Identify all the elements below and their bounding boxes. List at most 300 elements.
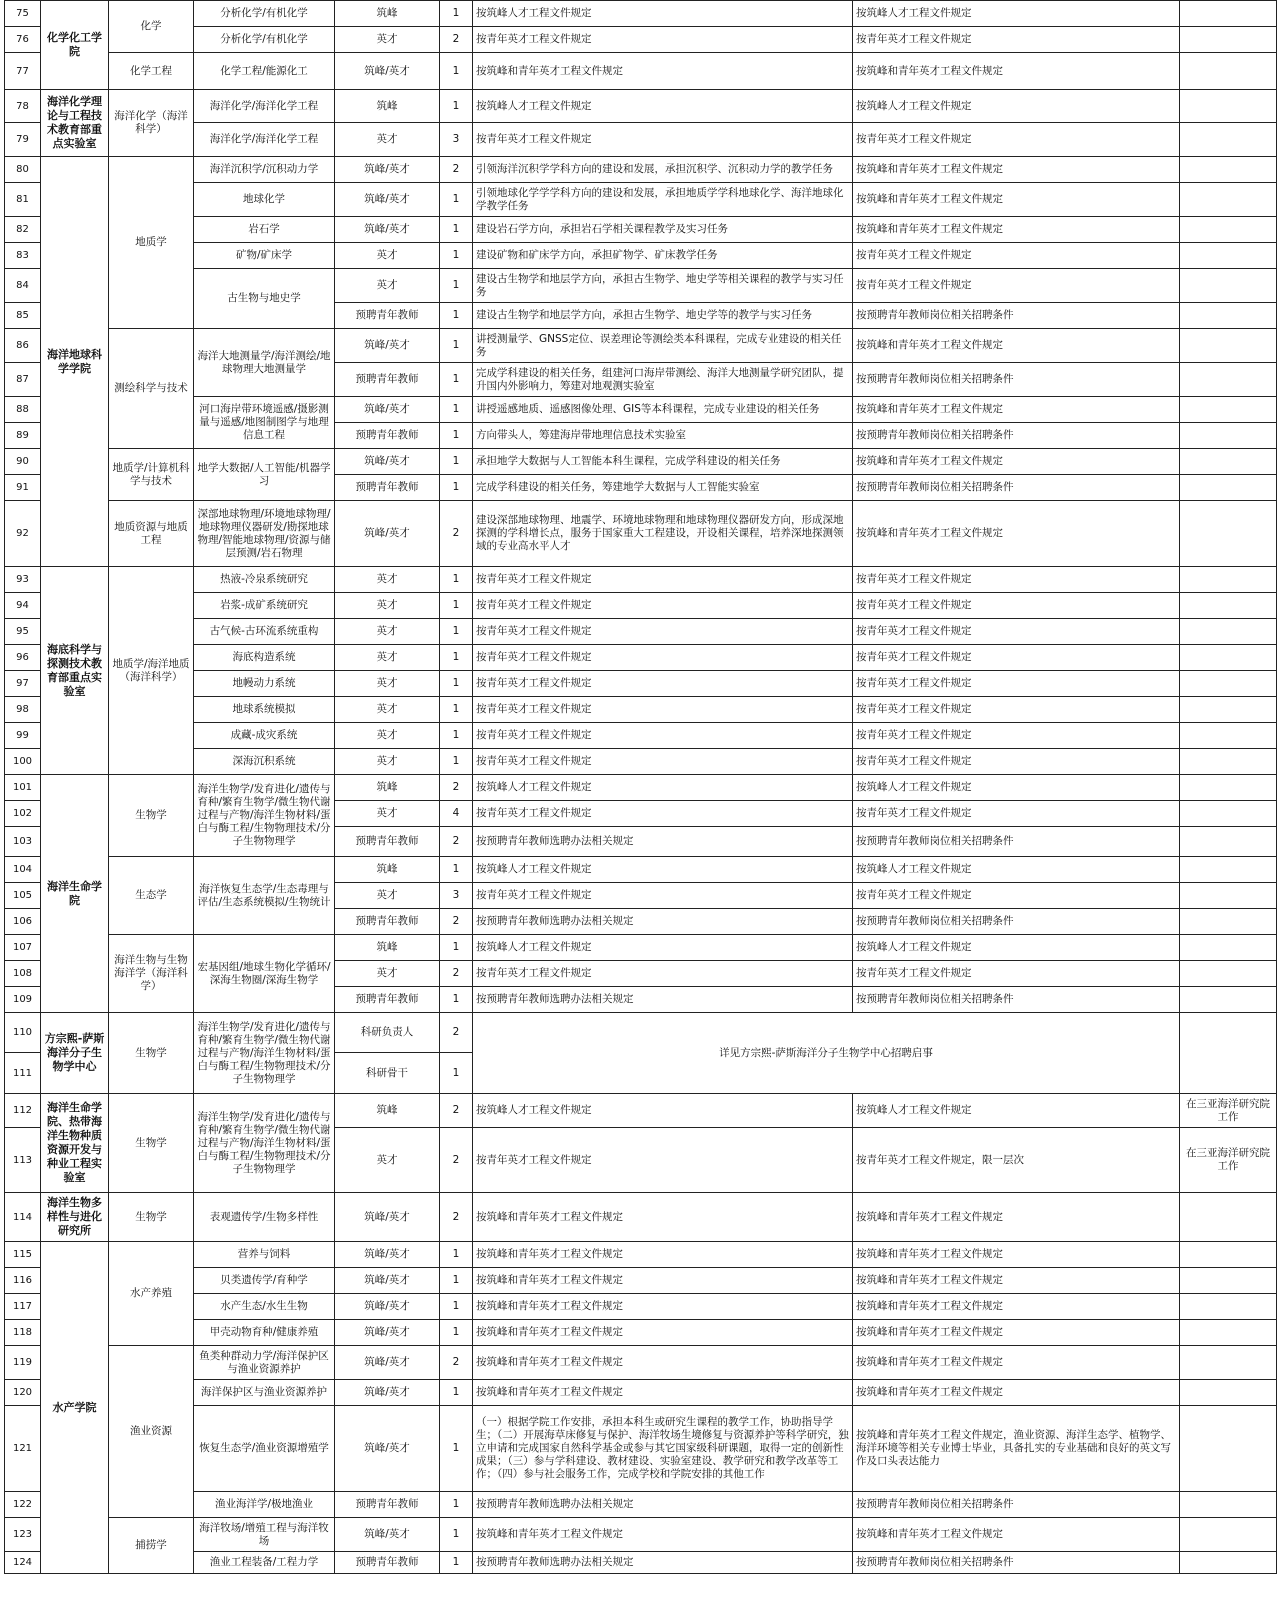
table-row (5, 1013, 1277, 1053)
job-duty: 讲授遥感地质、遥感图像处理、GIS等本科课程，完成专业建设的相关任务 (473, 397, 853, 423)
position-type: 英才 (335, 671, 440, 697)
requirements: 按青年英才工程文件规定 (853, 243, 1180, 269)
subject: 生态学 (109, 857, 194, 935)
job-duty: 按筑峰和青年英才工程文件规定 (473, 1294, 853, 1320)
remark (1180, 1242, 1277, 1268)
headcount: 1 (440, 1552, 473, 1574)
row-number: 122 (5, 1492, 41, 1518)
table-row (5, 501, 1277, 567)
remark: 在三亚海洋研究院工作 (1180, 1128, 1277, 1193)
requirements: 按青年英才工程文件规定，限一层次 (853, 1128, 1180, 1193)
subject: 水产养殖 (109, 1242, 194, 1346)
requirements: 按青年英才工程文件规定 (853, 801, 1180, 827)
row-number: 118 (5, 1320, 41, 1346)
row-number: 93 (5, 567, 41, 593)
research-direction: 深海沉积系统 (194, 749, 335, 775)
job-duty: 按预聘青年教师选聘办法相关规定 (473, 827, 853, 857)
research-direction: 古生物与地史学 (194, 269, 335, 329)
position-type: 筑峰/英才 (335, 1406, 440, 1492)
requirements: 按预聘青年教师岗位相关招聘条件 (853, 423, 1180, 449)
job-duty: 引领地球化学学学科方向的建设和发展，承担地质学学科地球化学、海洋地球化学教学任务 (473, 183, 853, 217)
table-row (5, 1242, 1277, 1268)
requirements: 按青年英才工程文件规定 (853, 961, 1180, 987)
row-number: 110 (5, 1013, 41, 1053)
position-type: 预聘青年教师 (335, 303, 440, 329)
row-number: 121 (5, 1406, 41, 1492)
position-type: 科研负责人 (335, 1013, 440, 1053)
headcount: 1 (440, 363, 473, 397)
row-number: 117 (5, 1294, 41, 1320)
requirements: 按预聘青年教师岗位相关招聘条件 (853, 987, 1180, 1013)
position-type: 筑峰/英才 (335, 183, 440, 217)
job-duty: 按筑峰和青年英才工程文件规定 (473, 1380, 853, 1406)
position-type: 英才 (335, 883, 440, 909)
requirements: 按筑峰和青年英才工程文件规定 (853, 1320, 1180, 1346)
row-number: 98 (5, 697, 41, 723)
position-type: 筑峰/英才 (335, 449, 440, 475)
research-direction: 海洋化学/海洋化学工程 (194, 123, 335, 157)
requirements: 按筑峰和青年英才工程文件规定 (853, 397, 1180, 423)
subject: 渔业资源 (109, 1346, 194, 1518)
requirements: 按青年英才工程文件规定 (853, 697, 1180, 723)
job-duty: 按青年英才工程文件规定 (473, 619, 853, 645)
headcount: 1 (440, 449, 473, 475)
remark (1180, 157, 1277, 183)
requirements: 按筑峰和青年英才工程文件规定 (853, 1242, 1180, 1268)
row-number: 111 (5, 1053, 41, 1094)
position-type: 英才 (335, 749, 440, 775)
row-number: 112 (5, 1094, 41, 1128)
research-direction: 水产生态/水生生物 (194, 1294, 335, 1320)
row-number: 97 (5, 671, 41, 697)
row-number: 95 (5, 619, 41, 645)
subject: 测绘科学与技术 (109, 329, 194, 449)
row-number: 123 (5, 1518, 41, 1552)
job-duty: 按青年英才工程文件规定 (473, 961, 853, 987)
headcount: 1 (440, 1320, 473, 1346)
position-type: 筑峰/英才 (335, 397, 440, 423)
remark (1180, 987, 1277, 1013)
requirements: 按预聘青年教师岗位相关招聘条件 (853, 827, 1180, 857)
position-type: 英才 (335, 1128, 440, 1193)
research-direction: 地学大数据/人工智能/机器学习 (194, 449, 335, 501)
remark (1180, 449, 1277, 475)
table-row (5, 1268, 1277, 1294)
remark (1180, 1552, 1277, 1574)
job-duty: 按青年英才工程文件规定 (473, 801, 853, 827)
table-row (5, 1492, 1277, 1518)
headcount: 1 (440, 397, 473, 423)
headcount: 1 (440, 857, 473, 883)
requirements: 按筑峰和青年英才工程文件规定 (853, 1380, 1180, 1406)
job-duty: 按预聘青年教师选聘办法相关规定 (473, 1552, 853, 1574)
job-duty: 按筑峰人才工程文件规定 (473, 775, 853, 801)
job-duty: 完成学科建设的相关任务，组建河口海岸带测绘、海洋大地测量学研究团队，提升国内外影响力，筹建对地观测实验室 (473, 363, 853, 397)
job-duty: （一）根据学院工作安排，承担本科生或研究生课程的教学工作，协助指导学生；（二）开展海草床修复与保护、海洋牧场生境修复与资源养护等科学研究，独立申请和完成国家自然科学基金或参与其它国家级科研课题，取得一定的创新性成果；（三）参与学科建设、教材建设、实验室建设、教学研究和教学改革等工作；（四）参与社会服务工作，完成学校和学院安排的其他工作 (473, 1406, 853, 1492)
remark (1180, 1346, 1277, 1380)
requirements: 按筑峰和青年英才工程文件规定 (853, 329, 1180, 363)
subject: 地质资源与地质工程 (109, 501, 194, 567)
row-number: 100 (5, 749, 41, 775)
row-number: 102 (5, 801, 41, 827)
position-type: 预聘青年教师 (335, 1492, 440, 1518)
requirements: 按青年英才工程文件规定 (853, 723, 1180, 749)
job-duty: 按筑峰人才工程文件规定 (473, 935, 853, 961)
position-type: 英才 (335, 645, 440, 671)
requirements: 按筑峰和青年英才工程文件规定 (853, 183, 1180, 217)
row-number: 92 (5, 501, 41, 567)
headcount: 1 (440, 645, 473, 671)
headcount: 2 (440, 909, 473, 935)
position-type: 筑峰/英才 (335, 1294, 440, 1320)
remark (1180, 1268, 1277, 1294)
research-direction: 海底构造系统 (194, 645, 335, 671)
table-row (5, 1, 1277, 27)
research-direction: 海洋生物学/发育进化/遗传与育种/繁育生物学/微生物代谢过程与产物/海洋生物材料/蛋白与酶工程/生物物理技术/分子生物物理学 (194, 1013, 335, 1094)
headcount: 1 (440, 1406, 473, 1492)
unit-name: 海洋生命学院 (41, 775, 109, 1013)
remark (1180, 501, 1277, 567)
headcount: 1 (440, 723, 473, 749)
research-direction: 鱼类种群动力学/海洋保护区与渔业资源养护 (194, 1346, 335, 1380)
row-number: 81 (5, 183, 41, 217)
research-direction: 宏基因组/地球生物化学循环/深海生物圈/深海生物学 (194, 935, 335, 1013)
requirements: 按青年英才工程文件规定 (853, 883, 1180, 909)
table-row (5, 775, 1277, 801)
job-duty: 按青年英才工程文件规定 (473, 1128, 853, 1193)
headcount: 2 (440, 961, 473, 987)
research-direction: 成藏-成灾系统 (194, 723, 335, 749)
row-number: 86 (5, 329, 41, 363)
unit-name: 海洋地球科学学院 (41, 157, 109, 567)
headcount: 2 (440, 1094, 473, 1128)
position-type: 预聘青年教师 (335, 423, 440, 449)
remark (1180, 935, 1277, 961)
headcount: 1 (440, 183, 473, 217)
headcount: 2 (440, 827, 473, 857)
requirements: 按筑峰人才工程文件规定 (853, 775, 1180, 801)
remark (1180, 1492, 1277, 1518)
headcount: 2 (440, 157, 473, 183)
headcount: 2 (440, 1193, 473, 1242)
unit-name: 海底科学与探测技术教育部重点实验室 (41, 567, 109, 775)
row-number: 79 (5, 123, 41, 157)
job-duty: 按筑峰和青年英才工程文件规定 (473, 1193, 853, 1242)
job-duty: 按筑峰人才工程文件规定 (473, 857, 853, 883)
position-type: 英才 (335, 123, 440, 157)
table-row (5, 619, 1277, 645)
row-number: 106 (5, 909, 41, 935)
position-type: 预聘青年教师 (335, 363, 440, 397)
remark (1180, 827, 1277, 857)
research-direction: 海洋恢复生态学/生态毒理与评估/生态系统模拟/生物统计 (194, 857, 335, 935)
subject: 生物学 (109, 1013, 194, 1094)
headcount: 1 (440, 749, 473, 775)
job-duty: 按青年英才工程文件规定 (473, 723, 853, 749)
row-number: 105 (5, 883, 41, 909)
table-row (5, 697, 1277, 723)
position-type: 筑峰 (335, 857, 440, 883)
job-duty: 按筑峰人才工程文件规定 (473, 90, 853, 123)
table-row (5, 723, 1277, 749)
table-row (5, 1320, 1277, 1346)
requirements: 按筑峰和青年英才工程文件规定，渔业资源、海洋生态学、植物学、海洋环境等相关专业博士毕业，具备扎实的专业基础和良好的英文写作及口头表达能力 (853, 1406, 1180, 1492)
row-number: 76 (5, 27, 41, 53)
job-duty: 按预聘青年教师选聘办法相关规定 (473, 1492, 853, 1518)
headcount: 4 (440, 801, 473, 827)
requirements: 按筑峰人才工程文件规定 (853, 90, 1180, 123)
research-direction: 贝类遗传学/育种学 (194, 1268, 335, 1294)
table-row (5, 329, 1277, 363)
headcount: 1 (440, 1053, 473, 1094)
remark (1180, 671, 1277, 697)
requirements: 按筑峰和青年英才工程文件规定 (853, 157, 1180, 183)
requirements: 按预聘青年教师岗位相关招聘条件 (853, 1492, 1180, 1518)
unit-name: 海洋生物多样性与进化研究所 (41, 1193, 109, 1242)
headcount: 1 (440, 53, 473, 90)
unit-name: 水产学院 (41, 1242, 109, 1574)
remark (1180, 1406, 1277, 1492)
subject: 地质学/海洋地质（海洋科学） (109, 567, 194, 775)
job-duty: 按筑峰和青年英才工程文件规定 (473, 1242, 853, 1268)
table-row (5, 243, 1277, 269)
research-direction: 热液-冷泉系统研究 (194, 567, 335, 593)
headcount: 1 (440, 935, 473, 961)
research-direction: 海洋保护区与渔业资源养护 (194, 1380, 335, 1406)
research-direction: 营养与饲料 (194, 1242, 335, 1268)
subject: 生物学 (109, 1193, 194, 1242)
table-row (5, 1552, 1277, 1574)
subject: 生物学 (109, 1094, 194, 1193)
row-number: 77 (5, 53, 41, 90)
headcount: 1 (440, 567, 473, 593)
position-type: 筑峰/英才 (335, 53, 440, 90)
table-row (5, 1193, 1277, 1242)
row-number: 83 (5, 243, 41, 269)
table-row (5, 935, 1277, 961)
position-type: 预聘青年教师 (335, 987, 440, 1013)
research-direction: 渔业工程装备/工程力学 (194, 1552, 335, 1574)
headcount: 1 (440, 243, 473, 269)
requirements: 按青年英才工程文件规定 (853, 123, 1180, 157)
unit-name: 化学化工学院 (41, 1, 109, 90)
position-type: 筑峰/英才 (335, 1193, 440, 1242)
headcount: 1 (440, 1518, 473, 1552)
row-number: 104 (5, 857, 41, 883)
job-duty: 按筑峰和青年英才工程文件规定 (473, 1518, 853, 1552)
position-type: 英才 (335, 567, 440, 593)
requirements: 按筑峰人才工程文件规定 (853, 1, 1180, 27)
remark (1180, 697, 1277, 723)
remark (1180, 475, 1277, 501)
row-number: 84 (5, 269, 41, 303)
job-duty: 按预聘青年教师选聘办法相关规定 (473, 909, 853, 935)
remark (1180, 363, 1277, 397)
row-number: 103 (5, 827, 41, 857)
row-number: 107 (5, 935, 41, 961)
position-type: 筑峰/英才 (335, 1268, 440, 1294)
subject: 化学 (109, 1, 194, 53)
headcount: 2 (440, 1013, 473, 1053)
table-row (5, 1518, 1277, 1552)
row-number: 101 (5, 775, 41, 801)
requirements: 按青年英才工程文件规定 (853, 27, 1180, 53)
position-type: 筑峰 (335, 90, 440, 123)
headcount: 1 (440, 987, 473, 1013)
table-body (5, 1, 1277, 1574)
job-duty: 完成学科建设的相关任务，筹建地学大数据与人工智能实验室 (473, 475, 853, 501)
research-direction: 地球系统模拟 (194, 697, 335, 723)
job-duty: 建设矿物和矿床学方向，承担矿物学、矿床教学任务 (473, 243, 853, 269)
headcount: 2 (440, 1128, 473, 1193)
remark (1180, 217, 1277, 243)
research-direction: 岩石学 (194, 217, 335, 243)
row-number: 114 (5, 1193, 41, 1242)
requirements: 按筑峰人才工程文件规定 (853, 935, 1180, 961)
headcount: 1 (440, 269, 473, 303)
headcount: 1 (440, 671, 473, 697)
remark (1180, 567, 1277, 593)
research-direction: 海洋生物学/发育进化/遗传与育种/繁育生物学/微生物代谢过程与产物/海洋生物材料/蛋白与酶工程/生物物理技术/分子生物物理学 (194, 1094, 335, 1193)
remark (1180, 1, 1277, 27)
row-number: 91 (5, 475, 41, 501)
position-type: 筑峰/英才 (335, 1320, 440, 1346)
position-type: 筑峰 (335, 775, 440, 801)
table-row (5, 27, 1277, 53)
table-row (5, 397, 1277, 423)
table-row (5, 90, 1277, 123)
subject: 捕捞学 (109, 1518, 194, 1574)
job-duty: 按青年英才工程文件规定 (473, 697, 853, 723)
row-number: 113 (5, 1128, 41, 1193)
headcount: 1 (440, 1242, 473, 1268)
merged-notice: 详见方宗熙-萨斯海洋分子生物学中心招聘启事 (473, 1013, 1180, 1094)
table-row (5, 749, 1277, 775)
subject: 地质学 (109, 157, 194, 329)
remark (1180, 801, 1277, 827)
job-duty: 按青年英才工程文件规定 (473, 749, 853, 775)
requirements: 按预聘青年教师岗位相关招聘条件 (853, 303, 1180, 329)
table-row (5, 567, 1277, 593)
unit-name: 海洋生命学院、热带海洋生物种质资源开发与种业工程实验室 (41, 1094, 109, 1193)
headcount: 3 (440, 123, 473, 157)
table-row (5, 1294, 1277, 1320)
remark (1180, 123, 1277, 157)
row-number: 75 (5, 1, 41, 27)
headcount: 2 (440, 27, 473, 53)
headcount: 1 (440, 593, 473, 619)
table-row (5, 1406, 1277, 1492)
remark (1180, 27, 1277, 53)
remark: 在三亚海洋研究院工作 (1180, 1094, 1277, 1128)
table-row (5, 1094, 1277, 1128)
position-type: 筑峰/英才 (335, 1380, 440, 1406)
job-duty: 按筑峰人才工程文件规定 (473, 1, 853, 27)
headcount: 1 (440, 1380, 473, 1406)
job-duty: 建设岩石学方向，承担岩石学相关课程教学及实习任务 (473, 217, 853, 243)
table-row (5, 857, 1277, 883)
requirements: 按筑峰和青年英才工程文件规定 (853, 1193, 1180, 1242)
research-direction: 深部地球物理/环境地球物理/地球物理仪器研发/勘探地球物理/智能地球物理/资源与储层预测/岩石物理 (194, 501, 335, 567)
research-direction: 古气候-古环流系统重构 (194, 619, 335, 645)
requirements: 按青年英才工程文件规定 (853, 645, 1180, 671)
remark (1180, 749, 1277, 775)
headcount: 1 (440, 90, 473, 123)
job-duty: 讲授测量学、GNSS定位、误差理论等测绘类本科课程，完成专业建设的相关任务 (473, 329, 853, 363)
position-type: 筑峰/英才 (335, 157, 440, 183)
job-duty: 承担地学大数据与人工智能本科生课程，完成学科建设的相关任务 (473, 449, 853, 475)
remark (1180, 961, 1277, 987)
research-direction: 岩浆-成矿系统研究 (194, 593, 335, 619)
remark (1180, 883, 1277, 909)
position-type: 筑峰/英才 (335, 217, 440, 243)
remark (1180, 183, 1277, 217)
headcount: 1 (440, 619, 473, 645)
remark (1180, 619, 1277, 645)
remark (1180, 243, 1277, 269)
research-direction: 化学工程/能源化工 (194, 53, 335, 90)
job-duty: 按青年英才工程文件规定 (473, 883, 853, 909)
remark (1180, 857, 1277, 883)
row-number: 99 (5, 723, 41, 749)
table-row (5, 449, 1277, 475)
position-type: 筑峰/英才 (335, 1242, 440, 1268)
position-type: 筑峰/英才 (335, 1518, 440, 1552)
job-duty: 按预聘青年教师选聘办法相关规定 (473, 987, 853, 1013)
headcount: 1 (440, 423, 473, 449)
headcount: 1 (440, 475, 473, 501)
position-type: 英才 (335, 619, 440, 645)
row-number: 82 (5, 217, 41, 243)
remark (1180, 90, 1277, 123)
position-type: 筑峰 (335, 1094, 440, 1128)
job-duty: 建设古生物学和地层学方向，承担古生物学、地史学等相关课程的教学与实习任务 (473, 269, 853, 303)
job-duty: 引领海洋沉积学学科方向的建设和发展，承担沉积学、沉积动力学的教学任务 (473, 157, 853, 183)
job-duty: 按青年英才工程文件规定 (473, 645, 853, 671)
table-row (5, 53, 1277, 90)
headcount: 1 (440, 1294, 473, 1320)
remark (1180, 723, 1277, 749)
table-row (5, 671, 1277, 697)
remark (1180, 1294, 1277, 1320)
requirements: 按筑峰和青年英才工程文件规定 (853, 53, 1180, 90)
job-duty: 建设深部地球物理、地震学、环境地球物理和地球物理仪器研发方向，形成深地探测的学科增长点，服务于国家重大工程建设，开设相关课程，培养深地探测领域的专业高水平人才 (473, 501, 853, 567)
headcount: 1 (440, 329, 473, 363)
subject: 化学工程 (109, 53, 194, 90)
position-type: 英才 (335, 593, 440, 619)
remark (1180, 397, 1277, 423)
requirements: 按青年英才工程文件规定 (853, 671, 1180, 697)
unit-name: 海洋化学理论与工程技术教育部重点实验室 (41, 90, 109, 157)
job-duty: 按青年英才工程文件规定 (473, 567, 853, 593)
remark (1180, 1013, 1277, 1094)
research-direction: 海洋沉积学/沉积动力学 (194, 157, 335, 183)
table-row (5, 157, 1277, 183)
row-number: 90 (5, 449, 41, 475)
position-type: 英才 (335, 801, 440, 827)
remark (1180, 1320, 1277, 1346)
position-type: 英才 (335, 27, 440, 53)
remark (1180, 423, 1277, 449)
requirements: 按预聘青年教师岗位相关招聘条件 (853, 363, 1180, 397)
job-duty: 方向带头人，筹建海岸带地理信息技术实验室 (473, 423, 853, 449)
requirements: 按筑峰和青年英才工程文件规定 (853, 1518, 1180, 1552)
row-number: 116 (5, 1268, 41, 1294)
table-row (5, 183, 1277, 217)
position-type: 英才 (335, 723, 440, 749)
job-duty: 按筑峰和青年英才工程文件规定 (473, 53, 853, 90)
table-row (5, 269, 1277, 303)
